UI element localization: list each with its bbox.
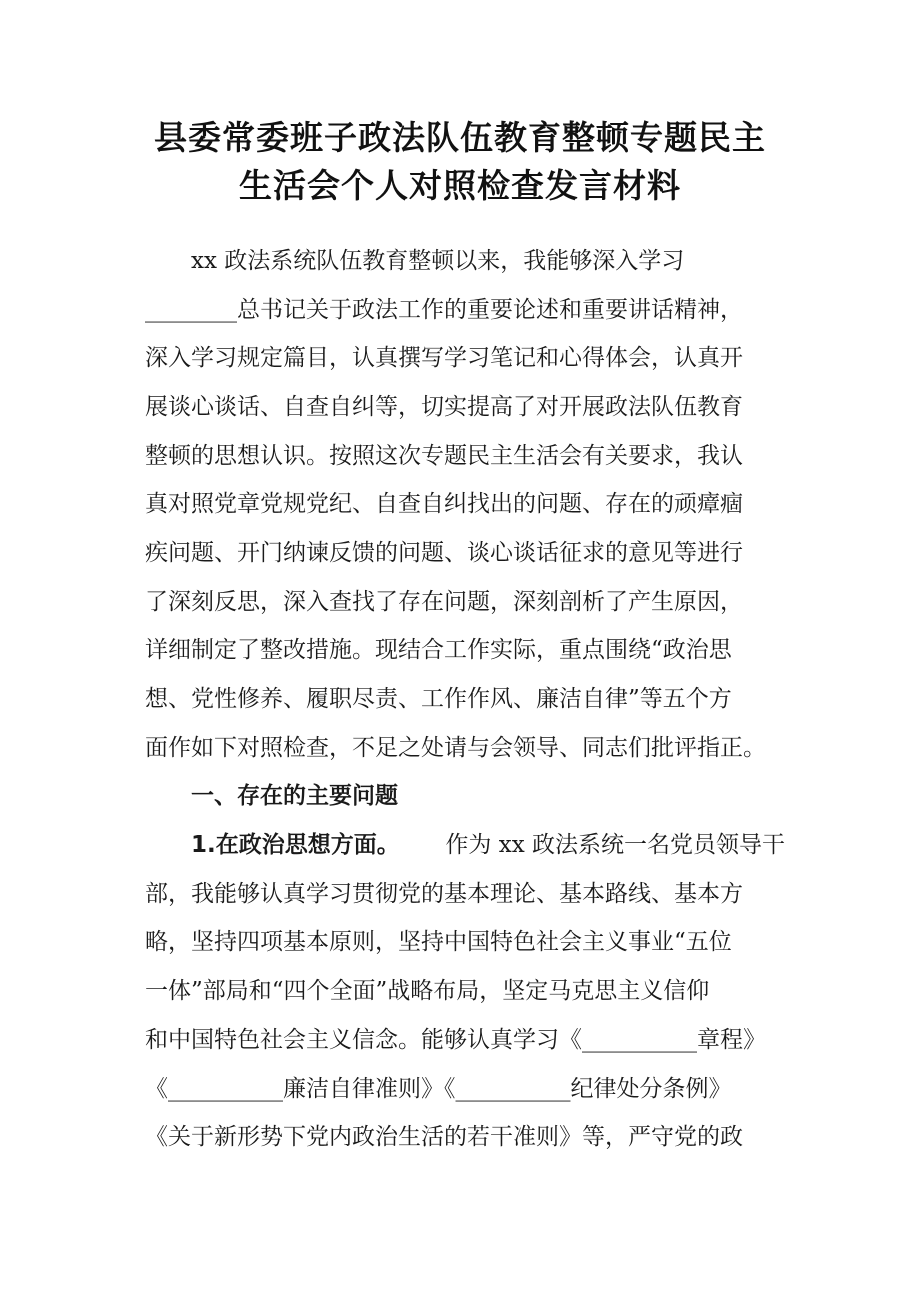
item-1-first-line [145, 818, 785, 867]
paragraph-1-line: ________总书记关于政法工作的重要论述和重要讲话精神， [145, 296, 743, 323]
item-1-line: 部，我能够认真学习贯彻党的基本理论、基本路线、基本方 [145, 880, 743, 907]
paragraph-1-line: 想、党性修养、履职尽责、工作作风、廉洁自律”等五个方 [145, 686, 732, 713]
paragraph-1-line: 疾问题、开门纳谏反馈的问题、谈心谈话征求的意见等进行 [145, 539, 743, 566]
paragraph-1-line: 真对照党章党规党纪、自查自纠找出的问题、存在的顽瘴痼 [145, 491, 743, 518]
paragraph-1-line: xx 政法系统队伍教育整顿以来，我能够深入学习 [191, 247, 685, 274]
item-1-line: 一体”部局和“四个全面”战略布局，坚定马克思主义信仰 [145, 978, 710, 1005]
item-1-lead: 1.在政治思想方面。 [191, 832, 400, 859]
item-1-line: 略，坚持四项基本原则，坚持中国特色社会主义事业“五位 [145, 929, 732, 956]
item-1-line: 和中国特色社会主义信念。能够认真学习《__________章程》 [145, 1026, 766, 1053]
paragraph-1-line: 展谈心谈话、自查自纠等，切实提高了对开展政法队伍教育 [145, 393, 743, 420]
document-body [145, 234, 785, 1159]
item-1-line: 《__________廉洁自律准则》《__________纪律处分条例》 [145, 1075, 732, 1102]
section-1-heading: 一、存在的主要问题 [191, 783, 398, 810]
paragraph-1-line: 深入学习规定篇目，认真撰写学习笔记和心得体会，认真开 [145, 345, 743, 372]
paragraph-1-line: 整顿的思想认识。按照这次专题民主生活会有关要求，我认 [145, 442, 743, 469]
paragraph-1-line: 详细制定了整改措施。现结合工作实际，重点围绕“政治思 [145, 637, 732, 664]
paragraph-1-line: 了深刻反思，深入查找了存在问题，深刻剖析了产生原因， [145, 588, 743, 615]
paragraph-1-line: 面作如下对照检查，不足之处请与会领导、同志们批评指正。 [145, 734, 766, 761]
document-title-line-2: 生活会个人对照检查发言材料 [239, 166, 681, 205]
document-title-line-1: 县委常委班子政法队伍教育整顿专题民主 [154, 118, 766, 157]
item-1-first-rest: 作为 xx 政法系统一名党员领导干 [445, 832, 785, 859]
item-1-line: 《关于新形势下党内政治生活的若干准则》等，严守党的政 [145, 1124, 743, 1151]
